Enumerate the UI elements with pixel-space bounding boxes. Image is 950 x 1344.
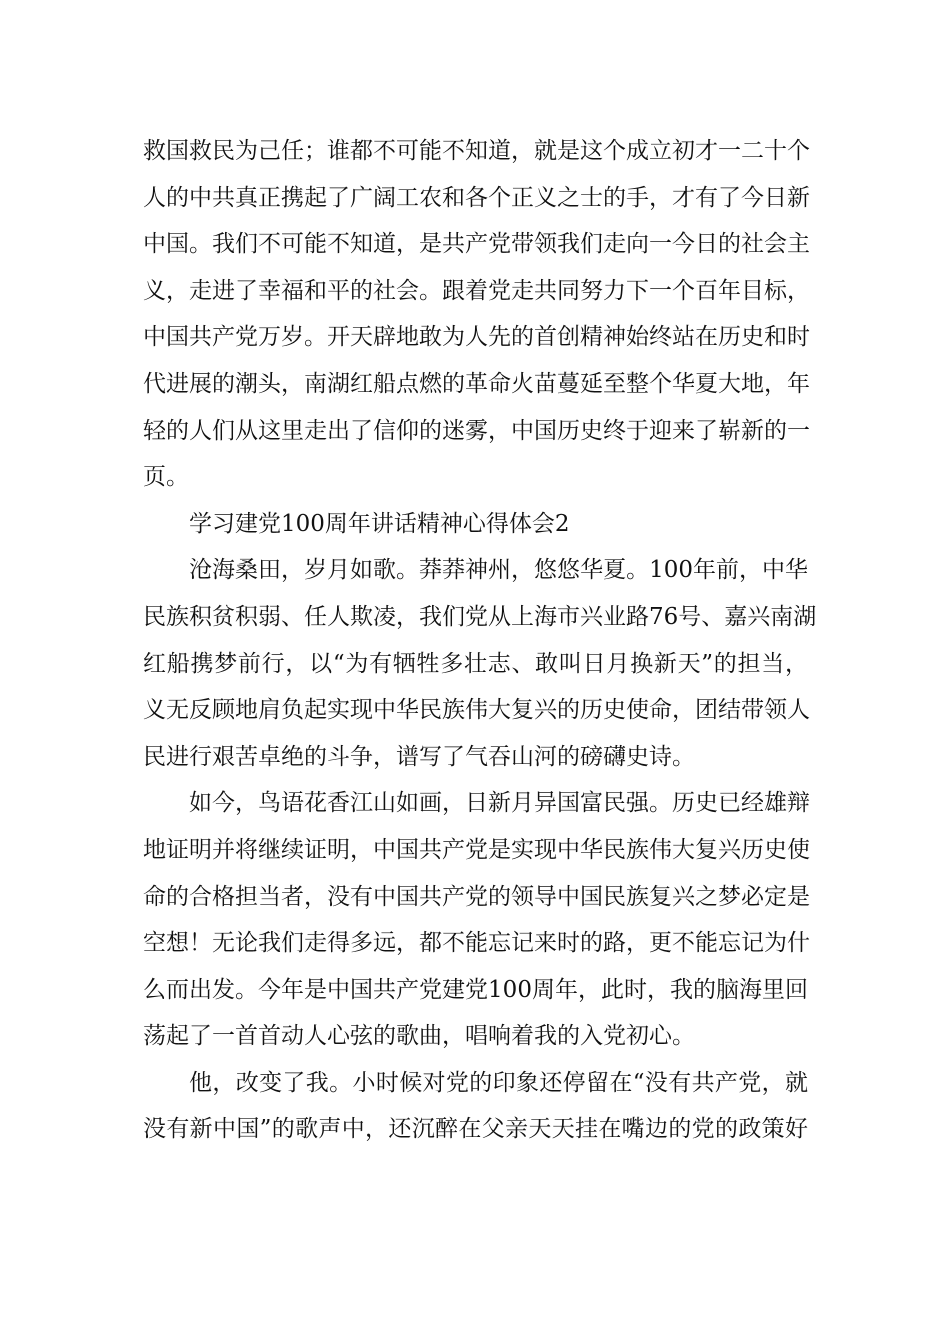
text-line: 空想！无论我们走得多远，都不能忘记来时的路，更不能忘记为什 <box>143 930 810 957</box>
text-line: 命的合格担当者，没有中国共产党的领导中国民族复兴之梦必定是 <box>143 883 810 910</box>
section-heading-text: 学习建党100周年讲话精神心得体会2 <box>189 510 570 537</box>
text-line: 义无反顾地肩负起实现中华民族伟大复兴的历史使命，团结带领人 <box>143 697 810 724</box>
text-line: 沧海桑田，岁月如歌。莽莽神州，悠悠华夏。100年前，中华 <box>189 557 808 584</box>
paragraph-2 <box>143 780 808 1060</box>
paragraph-1 <box>143 547 817 780</box>
text-line: 民族积贫积弱、任人欺凌，我们党从上海市兴业路76号、嘉兴南湖 <box>143 603 817 630</box>
text-line: 轻的人们从这里走出了信仰的迷雾，中国历史终于迎来了崭新的一 <box>143 417 810 444</box>
paragraph-continuation <box>143 128 808 501</box>
text-line: 义，走进了幸福和平的社会。跟着党走共同努力下一个百年目标， <box>143 277 810 304</box>
text-line: 中国。我们不可能不知道，是共产党带领我们走向一今日的社会主 <box>143 231 810 258</box>
section-heading <box>143 501 808 548</box>
paragraph-3 <box>143 1060 808 1153</box>
text-line: 他，改变了我。小时候对党的印象还停留在“没有共产党，就 <box>189 1069 808 1096</box>
text-line: 红船携梦前行，以“为有牺牲多壮志、敢叫日月换新天”的担当， <box>143 650 808 677</box>
text-line: 中国共产党万岁。开天辟地敢为人先的首创精神始终站在历史和时 <box>143 324 810 351</box>
text-line: 地证明并将继续证明，中国共产党是实现中华民族伟大复兴历史使 <box>143 836 810 863</box>
text-line: 民进行艰苦卓绝的斗争，谱写了气吞山河的磅礴史诗。 <box>143 743 695 770</box>
text-line: 代进展的潮头，南湖红船点燃的革命火苗蔓延至整个华夏大地，年 <box>143 370 810 397</box>
text-line: 么而出发。今年是中国共产党建党100周年，此时，我的脑海里回 <box>143 976 808 1003</box>
text-line: 页。 <box>143 464 189 491</box>
text-line: 人的中共真正携起了广阔工农和各个正义之士的手，才有了今日新 <box>143 184 810 211</box>
text-line: 荡起了一首首动人心弦的歌曲，唱响着我的入党初心。 <box>143 1023 695 1050</box>
text-line: 救国救民为己任；谁都不可能不知道，就是这个成立初才一二十个 <box>143 138 810 164</box>
document-body <box>143 128 817 1153</box>
text-line: 如今，鸟语花香江山如画，日新月异国富民强。历史已经雄辩 <box>189 790 810 817</box>
text-line: 没有新中国”的歌声中，还沉醉在父亲天天挂在嘴边的党的政策好 <box>143 1116 808 1143</box>
